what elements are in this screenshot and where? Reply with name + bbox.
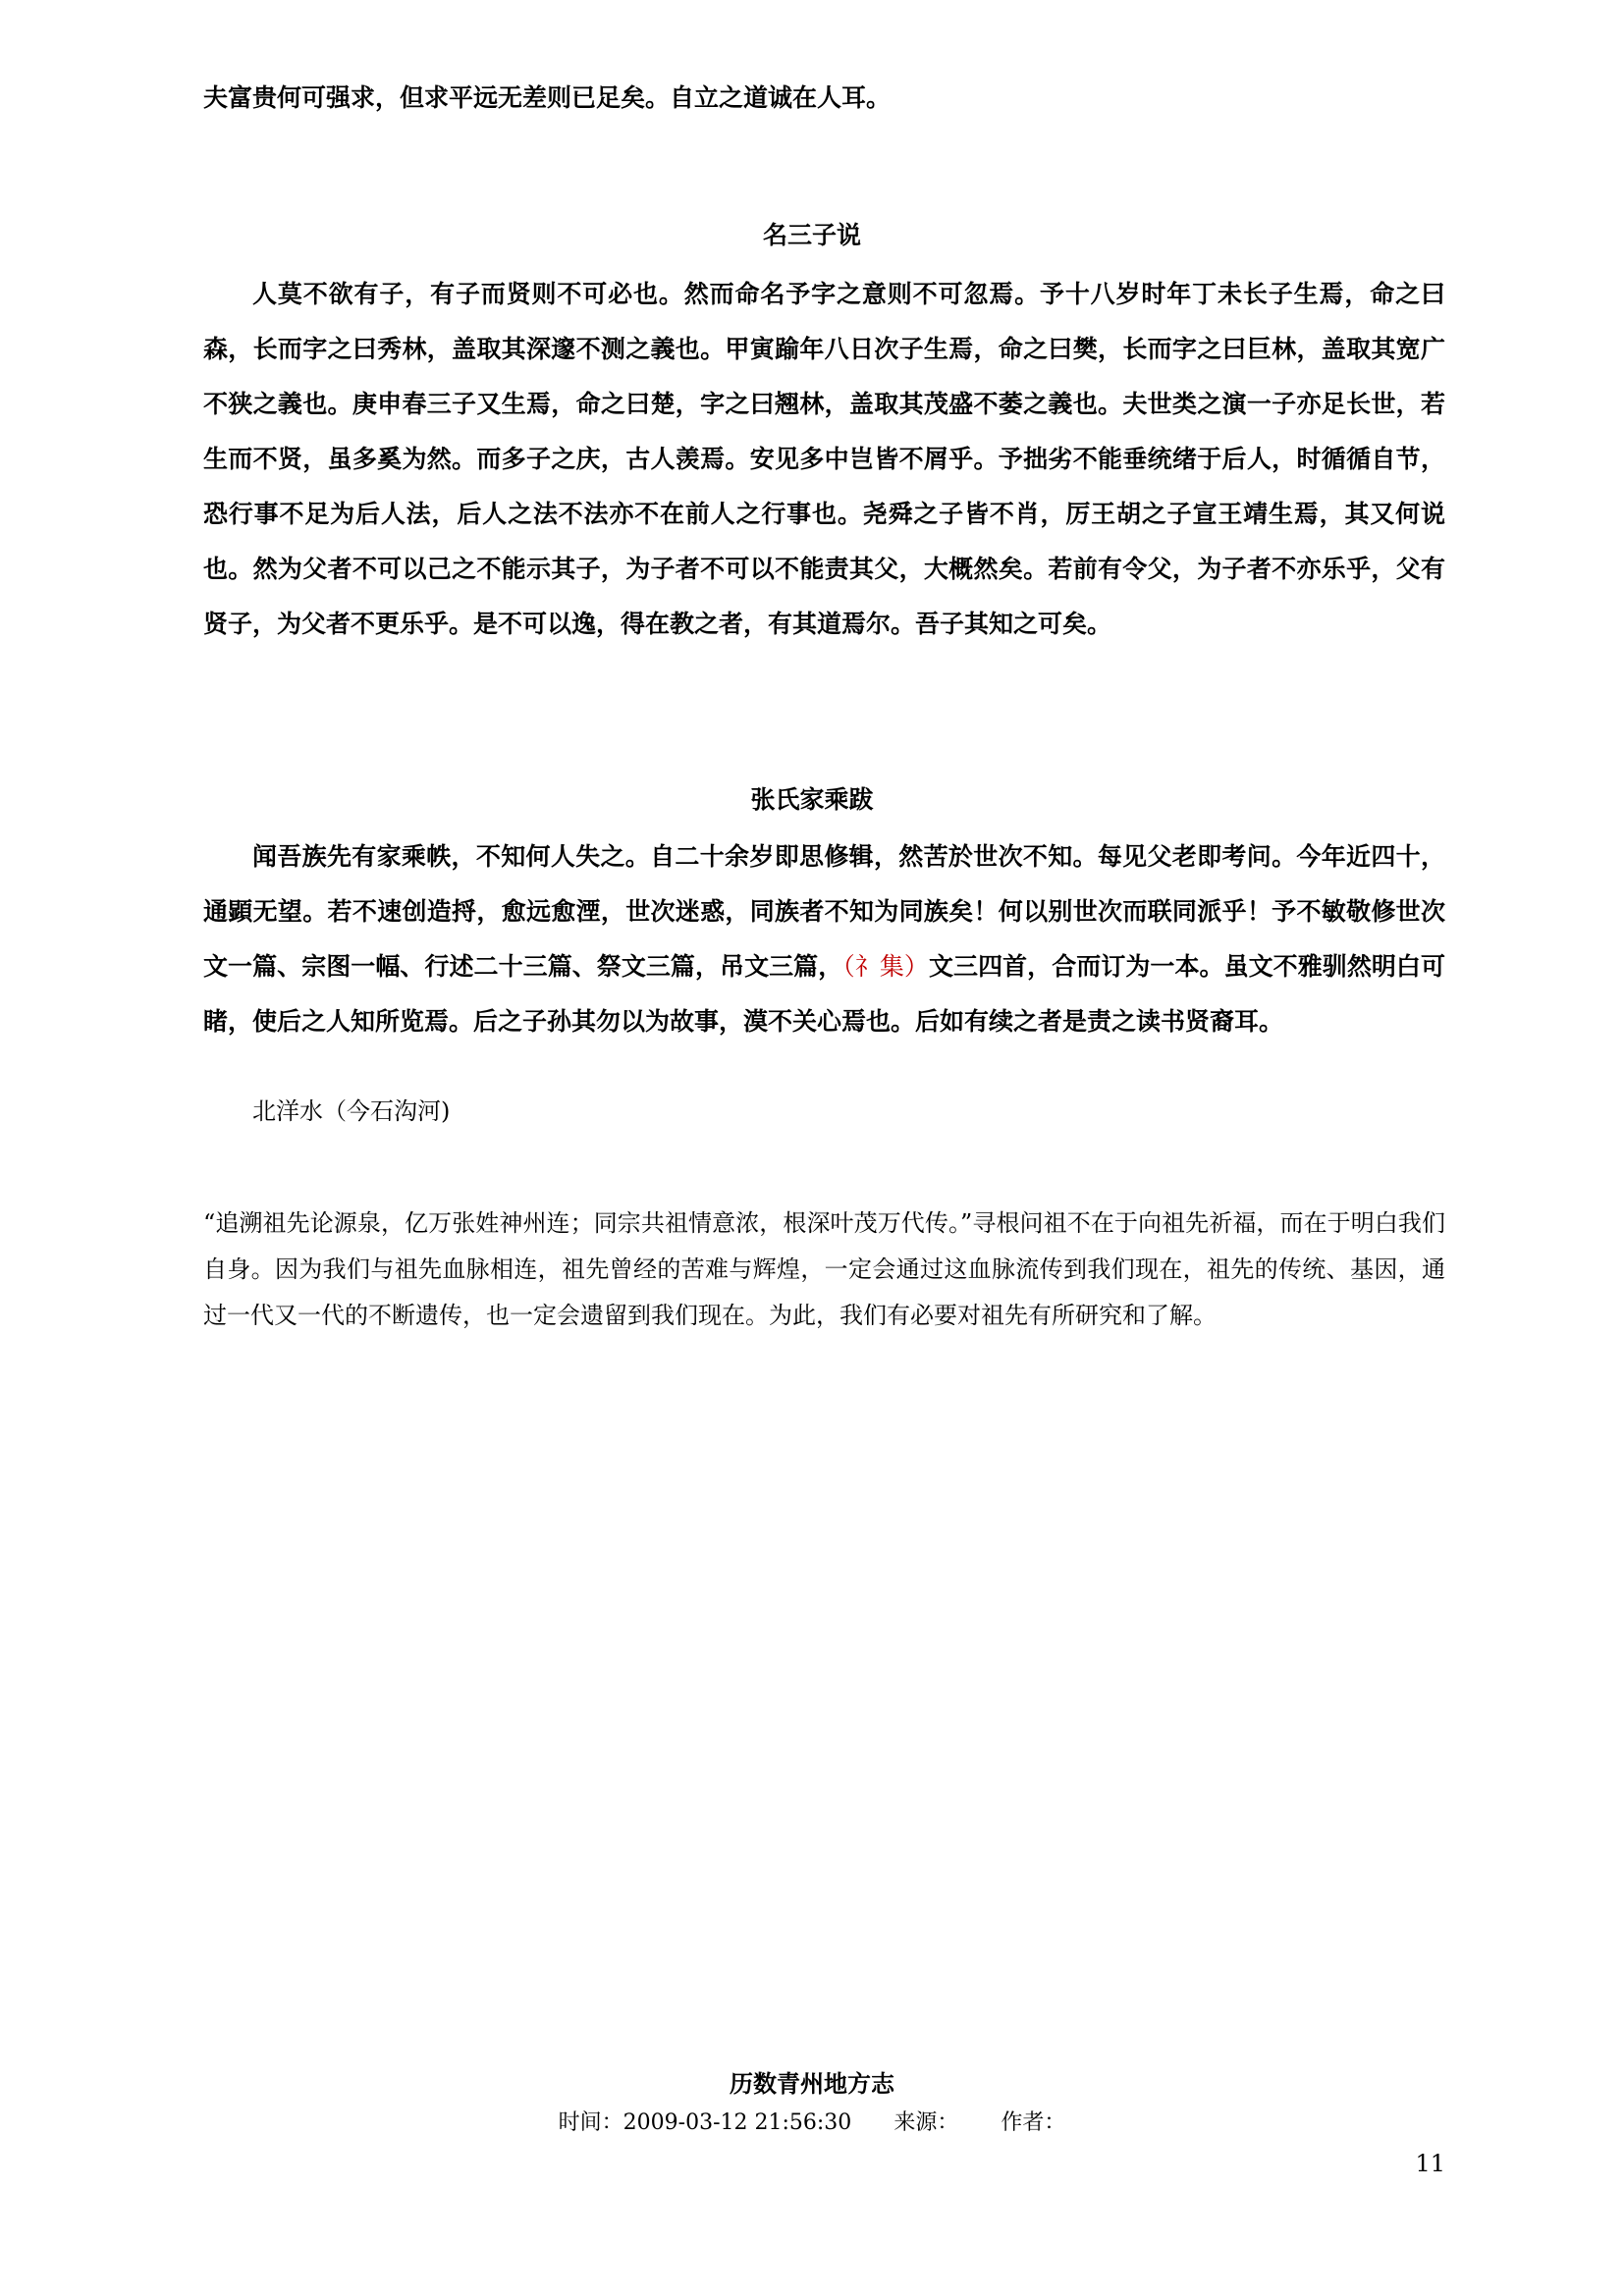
red-annotation: （礻集） xyxy=(842,952,929,981)
footer-time xyxy=(559,2110,852,2135)
footer-title: 历数青州地方志 xyxy=(730,2070,894,2098)
body-text-after: 文三四首，合而订为一本。虽文不雅驯然明白可睹，使后之人知所览焉。后之子孙其勿以为故事，漠不关心焉也。后如有续之者是责之读书贤裔耳。 xyxy=(203,952,1445,1036)
section-body-ming-sanzi-shuo: 人莫不欲有子，有子而贤则不可必也。然而命名予字之意则不可忽焉。予十八岁时年丁未长子生焉，命之曰森，长而字之曰秀林，盖取其深邃不测之義也。甲寅踰年八日次子生焉，命之曰樊，长而字之曰巨林，盖取其宽广不狭之義也。庚申春三子又生焉，命之曰楚，字之曰翘林，盖取其茂盛不萎之義也。夫世类之演一子亦足长世，若生而不贤，虽多奚为然。而多子之庆，古人羡焉。安见多中岂皆不屑乎。予拙劣不能垂统绪于后人，时循循自节，恐行事不足为后人法，后人之法不法亦不在前人之行事也。尧舜之子皆不肖，厉王胡之子宣王靖生焉，其又何说也。然为父者不可以己之不能示其子，为子者不可以不能责其父，大概然矣。若前有令父，为子者不亦乐乎，父有贤子，为父者不更乐乎。是不可以逸，得在教之者，有其道焉尔。吾子其知之可矣。 xyxy=(203,280,1445,638)
time-label: 时间： xyxy=(558,2110,623,2135)
footer-source-label: 来源： xyxy=(893,2110,959,2135)
page-number: 11 xyxy=(1415,2150,1445,2177)
body-text-before: 闻吾族先有家乘帙，不知何人失之。自二十余岁即思修辑，然苦於世次不知。每见父老即考问。今年近四十，通顕无望。若不速创造捋，愈远愈湮，世次迷惑，同族者不知为同族矣！何以别世次而联同派乎！予不敏敬修世次文一篇、宗图一幅、行述二十三篇、祭文三篇，吊文三篇， xyxy=(203,842,1445,981)
quote-paragraph: “追溯祖先论源泉，亿万张姓神州连；同宗共祖情意浓，根深叶茂万代传。”寻根问祖不在于向祖先祈福，而在于明白我们自身。因为我们与祖先血脉相连，祖先曾经的苦难与辉煌，一定会通过这血脉流传到我们现在，祖先的传统、基因，通过一代又一代的不断遗传，也一定会遗留到我们现在。为此，我们有必要对祖先有所研究和了解。 xyxy=(203,1209,1445,1329)
top-line-paragraph: 夫富贵何可强求，但求平远无差则已足矣。自立之道诚在人耳。 xyxy=(203,83,892,112)
section-body-zhangshi-jiacheng-ba xyxy=(203,829,1445,1049)
footer-meta xyxy=(0,2106,1624,2136)
footer-author-label: 作者： xyxy=(1001,2110,1066,2135)
section-title-zhangshi-jiacheng-ba: 张氏家乘跋 xyxy=(750,785,874,814)
section-title-ming-sanzi-shuo: 名三子说 xyxy=(762,221,861,249)
place-note: 北洋水（今石沟河) xyxy=(252,1097,451,1125)
time-value: 2009-03-12 21:56:30 xyxy=(623,2110,852,2135)
